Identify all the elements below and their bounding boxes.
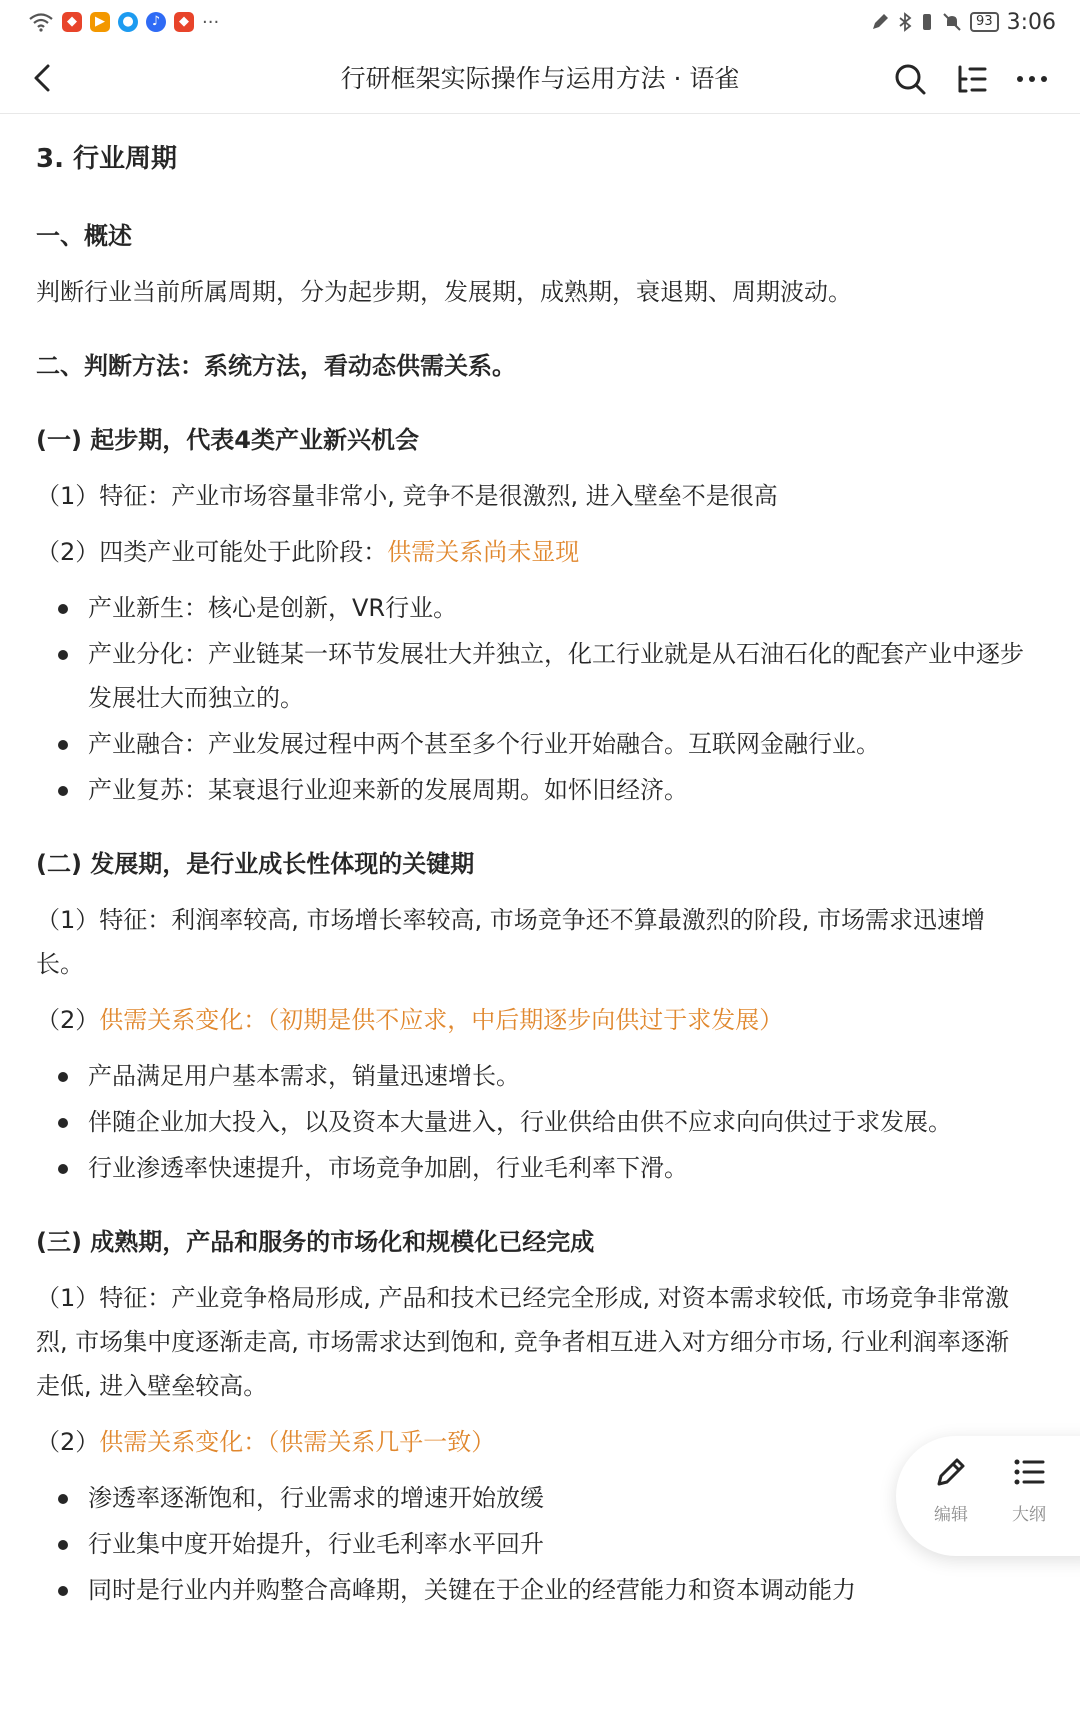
stage1-item2-highlight: 供需关系尚未显现: [387, 538, 580, 566]
status-right: [870, 10, 1056, 35]
app-notification-icon: ◆: [62, 12, 82, 32]
list-item: 产业新生：核心是创新，VR行业。: [36, 586, 1031, 630]
wifi-icon: [28, 12, 54, 32]
stage2-bullet-list: [36, 1054, 1031, 1190]
status-bar: [0, 0, 1080, 44]
table-of-contents-icon[interactable]: [952, 59, 992, 99]
stage2-item2: [36, 998, 1031, 1042]
edit-label: 编辑: [934, 1505, 968, 1525]
list-item: 产业复苏：某衰退行业迎来新的发展周期。如怀旧经济。: [36, 768, 1031, 812]
app-notification-icon-2: ◆: [174, 12, 194, 32]
stage1-bullet-list: [36, 586, 1031, 812]
mute-icon: [942, 12, 962, 32]
vibrate-icon: [920, 12, 934, 32]
stage2-feature: （1）特征：利润率较高, 市场增长率较高, 市场竞争还不算最激烈的阶段, 市场需求迅速增长。: [36, 906, 986, 978]
stage3-item2-highlight: 供需关系变化：（供需关系几乎一致）: [99, 1428, 496, 1456]
stage1-feature: （1）特征：产业市场容量非常小, 竞争不是很激烈, 进入壁垒不是很高: [36, 482, 778, 510]
browser-app-icon: ●: [118, 12, 138, 32]
edit-pen-status-icon: [870, 12, 890, 32]
stage3-heading: (三) 成熟期，产品和服务的市场化和规模化已经完成: [36, 1228, 595, 1256]
stage1-item2: [36, 530, 1031, 574]
music-app-icon: ♪: [146, 12, 166, 32]
pencil-icon: [931, 1452, 971, 1492]
outline-label: 大纲: [1012, 1505, 1046, 1525]
video-app-icon: ▶: [90, 12, 110, 32]
clock: 3:06: [1006, 9, 1056, 35]
overview-heading: 一、概述: [36, 222, 132, 250]
more-notifications-icon: ···: [202, 11, 220, 33]
edit-button[interactable]: [916, 1452, 986, 1525]
outline-button[interactable]: [994, 1452, 1064, 1525]
list-item: 行业渗透率快速提升，市场竞争加剧，行业毛利率下滑。: [36, 1146, 1031, 1190]
battery-indicator: 93: [970, 12, 999, 32]
status-left: [28, 12, 219, 33]
list-item: 同时是行业内并购整合高峰期，关键在于企业的经营能力和资本调动能力: [36, 1568, 1031, 1612]
outline-list-icon: [1009, 1452, 1049, 1492]
more-options-icon[interactable]: [1012, 59, 1052, 99]
list-item: 产业分化：产业链某一环节发展壮大并独立，化工行业就是从石油石化的配套产业中逐步发展壮大而独立的。: [36, 632, 1031, 720]
stage3-bullet-list: [36, 1476, 1031, 1612]
stage3-feature: （1）特征：产业竞争格局形成, 产品和技术已经完全形成, 对资本需求较低, 市场竞争非常激烈, 市场集中度逐渐走高, 市场需求达到饱和, 竞争者相互进入对方细分市场, 行业利润率逐渐走低, 进入壁垒较高。: [36, 1284, 1010, 1400]
list-item: 产业融合：产业发展过程中两个甚至多个行业开始融合。互联网金融行业。: [36, 722, 1031, 766]
stage1-item2-prefix: （2）四类产业可能处于此阶段：: [36, 538, 388, 566]
overview-text: 判断行业当前所属周期，分为起步期，发展期，成熟期，衰退期、周期波动。: [36, 278, 852, 306]
back-arrow-icon[interactable]: [22, 56, 66, 100]
stage3-item2: [36, 1420, 1031, 1464]
list-item: 产品满足用户基本需求，销量迅速增长。: [36, 1054, 1031, 1098]
stage2-item2-highlight: 供需关系变化：（初期是供不应求，中后期逐步向供过于求发展）: [99, 1006, 784, 1034]
search-icon[interactable]: [890, 59, 930, 99]
section-title: 3. 行业周期: [36, 144, 178, 174]
top-navbar: [0, 44, 1080, 114]
document-body: [36, 114, 1031, 1612]
page-title: 行研框架实际操作与运用方法 · 语雀: [340, 64, 740, 93]
stage2-heading: (二) 发展期，是行业成长性体现的关键期: [36, 850, 475, 878]
stage2-item2-prefix: （2）: [36, 1006, 100, 1034]
method-heading: 二、判断方法：系统方法，看动态供需关系。: [36, 352, 516, 380]
stage1-heading: (一) 起步期，代表4类产业新兴机会: [36, 426, 419, 454]
list-item: 伴随企业加大投入，以及资本大量进入，行业供给由供不应求向向供过于求发展。: [36, 1100, 1031, 1144]
list-item: 渗透率逐渐饱和，行业需求的增速开始放缓: [36, 1476, 1031, 1520]
stage3-item2-prefix: （2）: [36, 1428, 100, 1456]
bluetooth-icon: [898, 12, 912, 32]
floating-action-panel: [896, 1436, 1080, 1556]
list-item: 行业集中度开始提升，行业毛利率水平回升: [36, 1522, 1031, 1566]
